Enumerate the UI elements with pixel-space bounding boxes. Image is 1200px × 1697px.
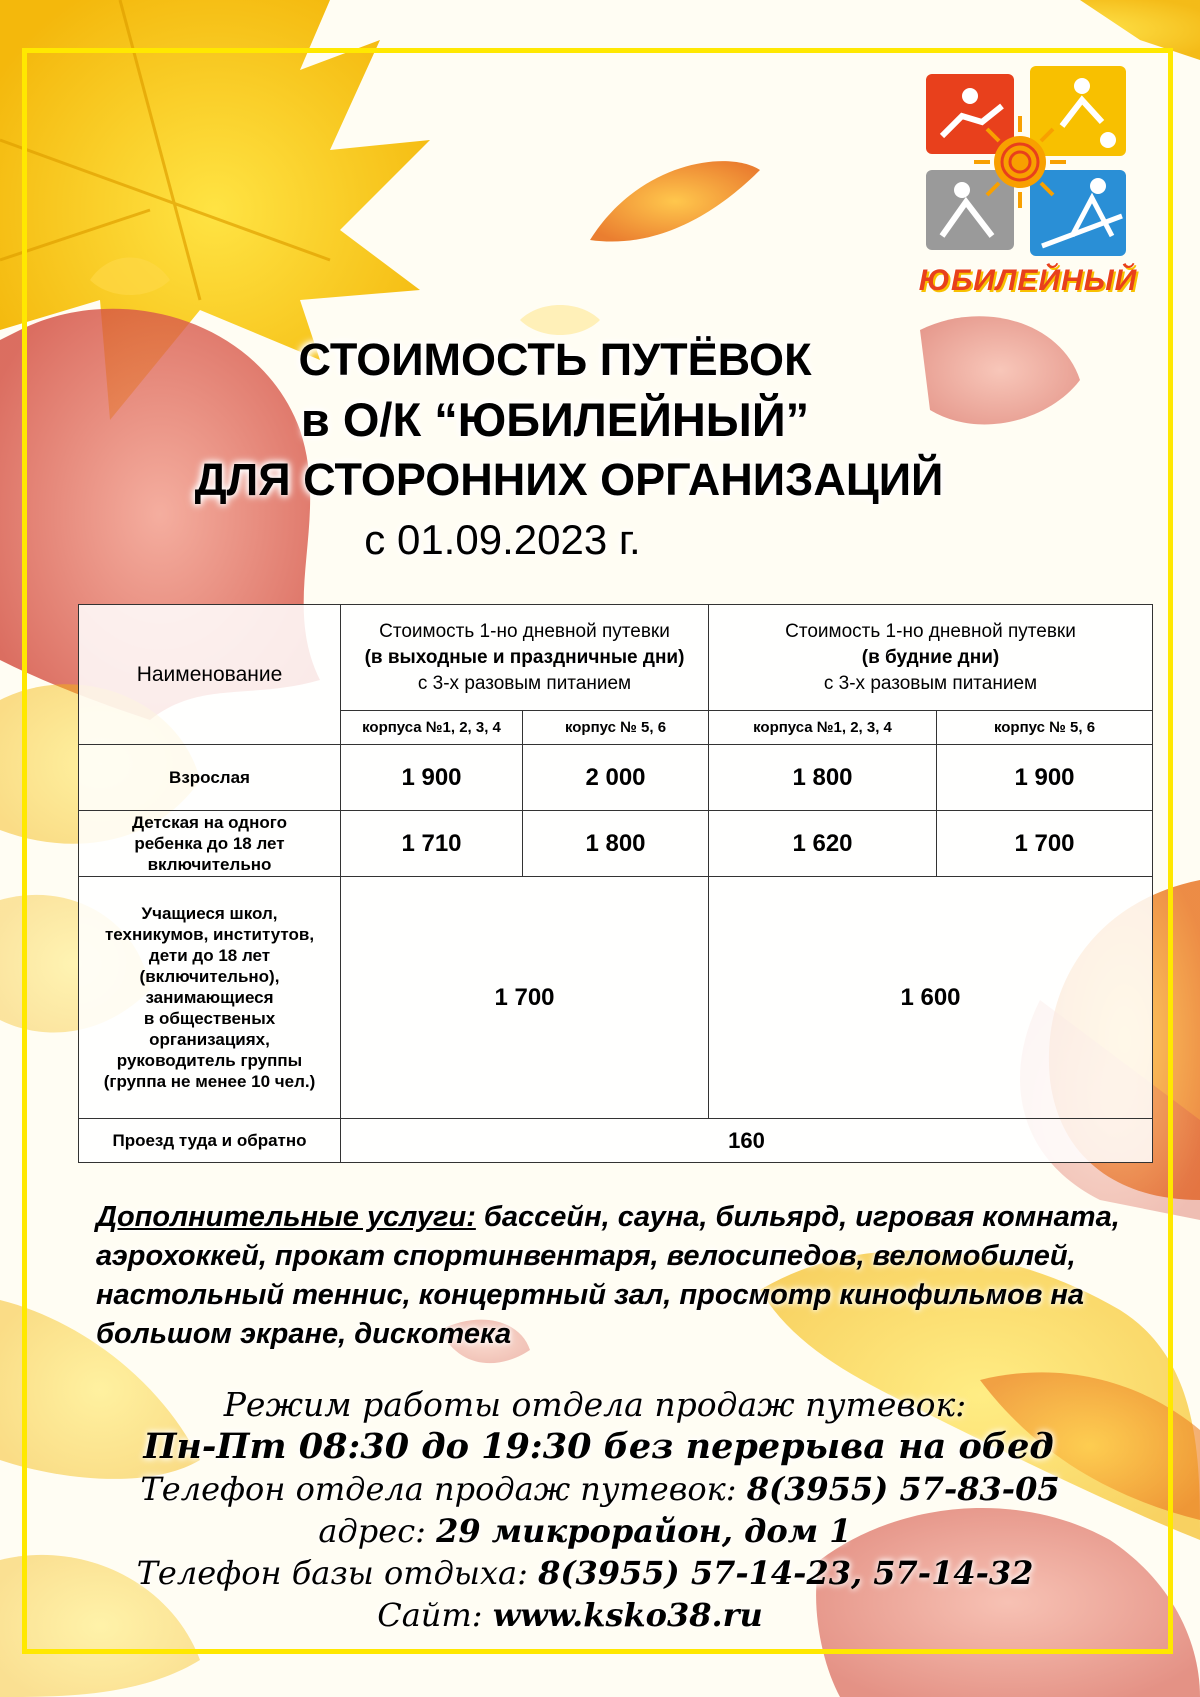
weekday-header-line2: (в будние дни) bbox=[861, 646, 1000, 668]
row-label-line: дети до 18 лет bbox=[148, 946, 271, 965]
price-cell-students-weekday: 1 600 bbox=[709, 877, 1153, 1119]
additional-services bbox=[96, 1198, 1156, 1354]
hours-title: Режим работы отдела продаж путевок: bbox=[223, 1385, 967, 1424]
subheader-weekday-buildings-5-6: корпус № 5, 6 bbox=[937, 711, 1153, 745]
sales-phone-line bbox=[0, 1468, 1200, 1510]
row-label-line: руководитель группы bbox=[116, 1051, 303, 1070]
row-label-line: (группа не менее 10 чел.) bbox=[103, 1072, 316, 1091]
weekday-header bbox=[709, 605, 1153, 711]
weekend-header-line3: с 3-х разовым питанием bbox=[417, 672, 632, 694]
name-header: Наименование bbox=[79, 605, 341, 745]
row-label-line: техникумов, институтов, bbox=[104, 925, 315, 944]
sales-phone: 8(3955) 57-83-05 bbox=[746, 1470, 1060, 1508]
base-phone-label: Телефон базы отдыха: bbox=[136, 1554, 528, 1592]
weekend-header-line1: Стоимость 1-но дневной путевки bbox=[379, 620, 670, 642]
title-line-3: ДЛЯ СТОРОННИХ ОРГАНИЗАЦИЙ bbox=[194, 454, 944, 505]
logo-tile-runner bbox=[926, 74, 1014, 154]
row-label-child bbox=[79, 811, 341, 877]
site-link[interactable]: www.ksko38.ru bbox=[492, 1596, 763, 1634]
title-line-2 bbox=[0, 390, 1200, 450]
row-label-students bbox=[79, 877, 341, 1119]
row-label-transfer: Проезд туда и обратно bbox=[79, 1119, 341, 1163]
address: 29 микрорайон, дом 1 bbox=[436, 1512, 852, 1550]
address-line bbox=[0, 1510, 1200, 1552]
price-cell: 1 700 bbox=[937, 811, 1153, 877]
row-label-adult: Взрослая bbox=[79, 745, 341, 811]
title-line-2-main: О/К “ЮБИЛЕЙНЫЙ” bbox=[342, 393, 810, 446]
title-line-2-prefix: в bbox=[300, 393, 330, 446]
base-phone-line bbox=[0, 1552, 1200, 1594]
subheader-weekend-buildings-5-6: корпус № 5, 6 bbox=[523, 711, 709, 745]
row-label-line: Учащиеся школ, bbox=[141, 904, 278, 923]
price-cell-students-weekend: 1 700 bbox=[341, 877, 709, 1119]
price-cell: 1 710 bbox=[341, 811, 523, 877]
contacts-block bbox=[0, 1384, 1200, 1636]
site-line bbox=[0, 1594, 1200, 1636]
title-block bbox=[0, 330, 1200, 570]
working-hours: Пн-Пт 08:30 до 19:30 без перерыва на обед bbox=[143, 1426, 1054, 1467]
logo-wordmark: ЮБИЛЕЙНЫЙ bbox=[918, 264, 1138, 297]
row-label-line: организациях, bbox=[149, 1030, 270, 1049]
row-label-line: (включительно), bbox=[139, 967, 280, 986]
table-row bbox=[79, 811, 1153, 877]
row-label-line: Детская на одного bbox=[131, 813, 287, 832]
weekday-header-line1: Стоимость 1-но дневной путевки bbox=[785, 620, 1076, 642]
table-row-students bbox=[79, 877, 1153, 1119]
title-line-1: СТОИМОСТЬ ПУТЁВОК bbox=[298, 334, 812, 385]
row-label-line: занимающиеся bbox=[145, 988, 274, 1007]
services-label: Дополнительные услуги: bbox=[96, 1201, 476, 1233]
table-row bbox=[79, 745, 1153, 811]
base-phone: 8(3955) 57-14-23, 57-14-32 bbox=[538, 1554, 1034, 1592]
price-cell: 1 900 bbox=[341, 745, 523, 811]
logo-sun-icon bbox=[974, 116, 1066, 208]
price-cell: 1 800 bbox=[523, 811, 709, 877]
subheader-weekend-buildings-1-4: корпуса №1, 2, 3, 4 bbox=[341, 711, 523, 745]
table-header-row bbox=[79, 605, 1153, 711]
price-cell: 1 900 bbox=[937, 745, 1153, 811]
services-text: бассейн, сауна, бильярд, игровая комната, аэрохоккей, прокат спортинвентаря, велосипедов, веломобилей, настольный теннис, концертный зал, просмотр кинофильмов на большом экране, дискотека bbox=[96, 1201, 1120, 1350]
row-label-line: ребенка до 18 лет bbox=[134, 834, 285, 853]
title-date: с 01.09.2023 г. bbox=[364, 516, 641, 563]
address-label: адрес: bbox=[318, 1512, 426, 1550]
sales-phone-label: Телефон отдела продаж путевок: bbox=[140, 1470, 737, 1508]
weekday-header-line3: с 3-х разовым питанием bbox=[823, 672, 1038, 694]
subheader-weekday-buildings-1-4: корпуса №1, 2, 3, 4 bbox=[709, 711, 937, 745]
price-cell: 1 800 bbox=[709, 745, 937, 811]
site-label: Сайт: bbox=[377, 1596, 483, 1634]
price-table bbox=[78, 604, 1153, 1163]
price-cell-transfer: 160 bbox=[341, 1119, 1153, 1163]
weekend-header bbox=[341, 605, 709, 711]
price-cell: 2 000 bbox=[523, 745, 709, 811]
row-label-line: в общественых bbox=[143, 1009, 276, 1028]
row-label-line: включительно bbox=[147, 855, 272, 874]
table-row-transfer bbox=[79, 1119, 1153, 1163]
weekend-header-line2: (в выходные и праздничные дни) bbox=[364, 646, 685, 668]
price-cell: 1 620 bbox=[709, 811, 937, 877]
